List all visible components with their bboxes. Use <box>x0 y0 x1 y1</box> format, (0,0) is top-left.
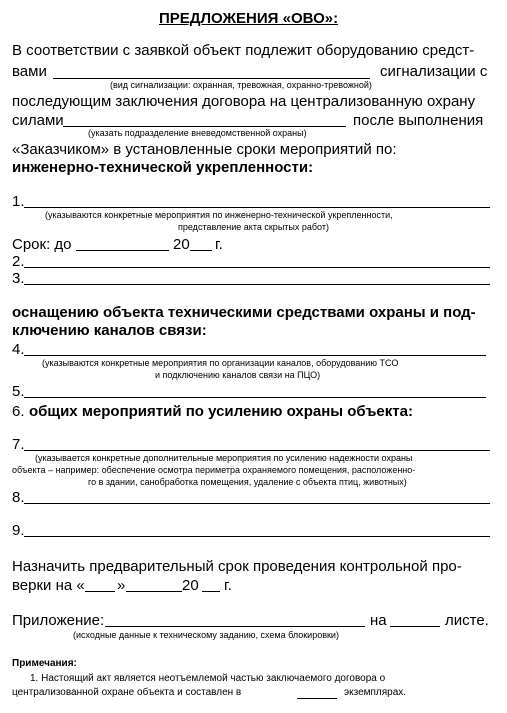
check-year: 20 <box>182 577 199 594</box>
item-number-5: 5. <box>12 383 25 400</box>
check-line-1: Назначить предварительный срок проведения контрольной про- <box>12 558 462 575</box>
intro-line-4-start: силами <box>12 112 64 129</box>
signal-type-caption: (вид сигнализации: охранная, тревожная, охранно-тревожной) <box>110 80 372 90</box>
check-day-blank[interactable] <box>85 591 115 592</box>
item-1-caption-a: (указываются конкретные мероприятия по инженерно-технической укрепленности, <box>45 210 393 220</box>
appendix-sheets: листе. <box>445 612 489 629</box>
item-7-caption-a: (указывается конкретные дополнительные мероприятия по усилению надежности охраны <box>35 453 413 463</box>
deadline-prefix: Срок: до <box>12 236 72 253</box>
intro-line-3: последующим заключения договора на централизованную охрану <box>12 93 476 110</box>
intro-line-5: «Заказчиком» в установленные сроки мероприятий по: <box>12 141 397 158</box>
item-number-2: 2. <box>12 253 25 270</box>
item-8-blank[interactable] <box>24 503 490 504</box>
signal-type-blank[interactable] <box>53 78 370 79</box>
check-month-blank[interactable] <box>126 591 182 592</box>
deadline-year: 20 <box>173 236 190 253</box>
section-equipment-heading-1: оснащению объекта техническими средствами охраны и под- <box>12 304 476 321</box>
deadline-suffix: г. <box>215 236 223 253</box>
check-line-2-end: г. <box>224 577 232 594</box>
item-number-9: 9. <box>12 522 25 539</box>
appendix-caption: (исходные данные к техническому заданию, схема блокировки) <box>73 630 339 640</box>
appendix-on: на <box>370 612 387 629</box>
notes-line-1: 1. Настоящий акт является неотъемлемой частью заключаемого договора о <box>30 673 386 684</box>
intro-line-1: В соответствии с заявкой объект подлежит оборудованию средст- <box>12 42 475 59</box>
item-number-6: 6. <box>12 403 25 420</box>
intro-line-4-end: после выполнения <box>353 112 484 129</box>
appendix-blank[interactable] <box>105 626 365 627</box>
item-1-caption-b: представление акта скрытых работ) <box>178 222 329 232</box>
section-general-heading: общих мероприятий по усилению охраны объекта: <box>29 403 413 420</box>
section-engineering-heading: инженерно-технической укрепленности: <box>12 159 314 176</box>
item-4-caption-b: и подключению каналов связи на ПЦО) <box>155 370 321 380</box>
security-unit-blank[interactable] <box>63 126 346 127</box>
item-number-7: 7. <box>12 436 25 453</box>
item-7-caption-b: объекта – например: обеспечение осмотра периметра охраняемого помещения, расположенно- <box>12 465 416 475</box>
appendix-sheets-blank[interactable] <box>390 626 440 627</box>
item-number-8: 8. <box>12 489 25 506</box>
item-7-blank[interactable] <box>24 450 490 451</box>
item-7-caption-c: го в здании, санобработка помещения, удаление с объекта птиц, животных) <box>88 477 407 487</box>
check-year-blank[interactable] <box>202 591 220 592</box>
item-5-blank[interactable] <box>24 397 486 398</box>
item-1-blank[interactable] <box>24 207 490 208</box>
intro-line-2-start: вами <box>12 63 47 80</box>
deadline-year-blank[interactable] <box>190 250 212 251</box>
item-4-blank[interactable] <box>24 355 486 356</box>
item-number-1: 1. <box>12 193 25 210</box>
item-9-blank[interactable] <box>24 536 490 537</box>
notes-line-2-end: экземплярах. <box>344 687 407 698</box>
item-4-caption-a: (указываются конкретные мероприятия по организации каналов, оборудованию ТСО <box>42 358 399 368</box>
security-unit-caption: (указать подразделение вневедомственной охраны) <box>88 128 307 138</box>
notes-line-2-start: централизованной охране объекта и составлен в <box>12 687 242 698</box>
item-2-blank[interactable] <box>24 267 490 268</box>
item-3-blank[interactable] <box>24 284 490 285</box>
appendix-label: Приложение: <box>12 612 105 629</box>
deadline-date-blank[interactable] <box>76 250 169 251</box>
copies-count-blank[interactable] <box>297 698 337 699</box>
check-line-2-mid: » <box>117 577 126 594</box>
section-equipment-heading-2: ключению каналов связи: <box>12 322 207 339</box>
check-line-2-start: верки на « <box>12 577 85 594</box>
intro-line-2-end: сигнализации с <box>380 63 488 80</box>
notes-heading: Примечания: <box>12 658 77 669</box>
item-number-3: 3. <box>12 270 25 287</box>
document-title: ПРЕДЛОЖЕНИЯ «ОВО»: <box>159 10 339 27</box>
item-number-4: 4. <box>12 341 25 358</box>
